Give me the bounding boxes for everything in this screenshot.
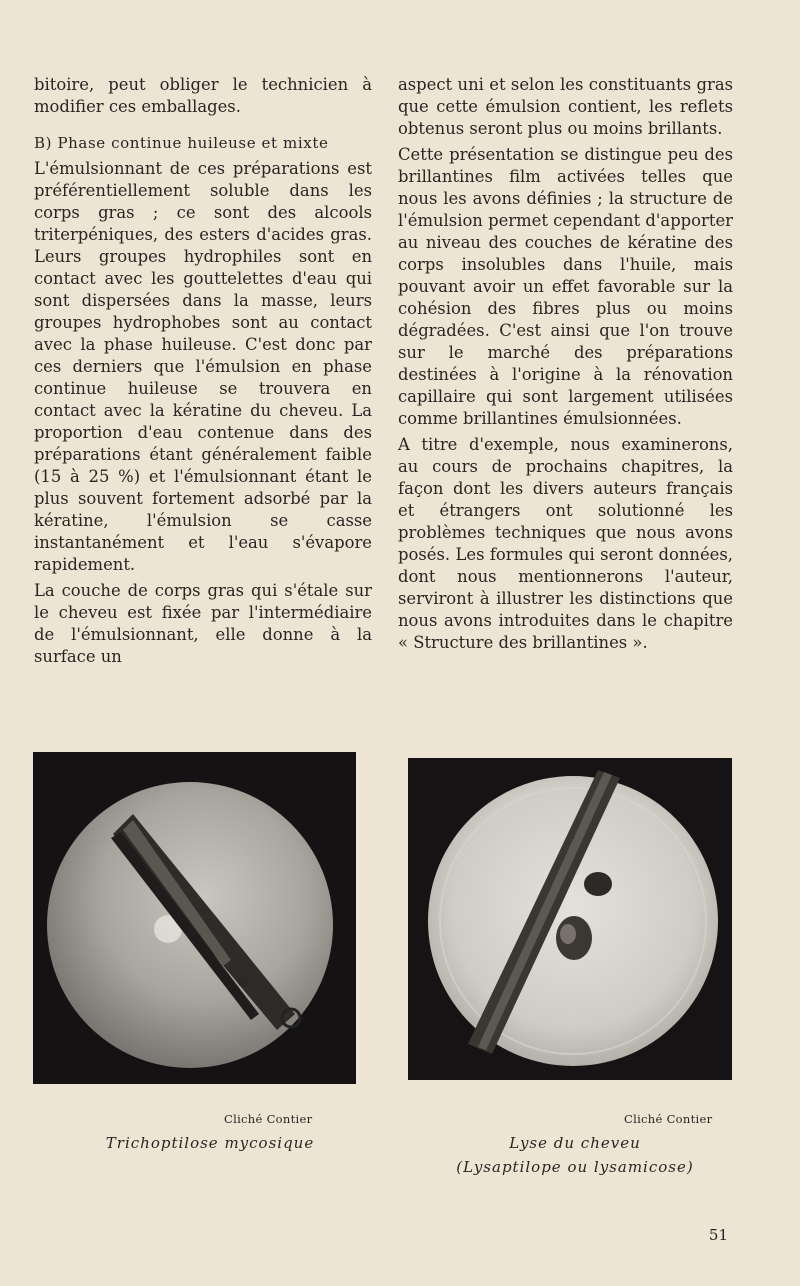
figure-caption-line1: Lyse du cheveu	[509, 1134, 641, 1152]
photo-credit: Cliché Contier	[624, 1112, 713, 1126]
paragraph: Cette présentation se distingue peu des brillantines film activées telles que nous les avons définies ; la structure de l'émulsion permet cependant d'apporter au niveau des couches de kératine des corps insolubles dans l'huile, mais pouvant avoir un effet favorable sur la cohésion des fibres plus ou moins dégradées. C'est ainsi que l'on trouve sur le marché des préparations destinées à l'origine à la rénovation capillaire qui sont largement utilisées comme brillantines émulsionnées.	[398, 145, 733, 428]
paragraph: aspect uni et selon les constituants gras que cette émulsion contient, les reflets obtenus seront plus ou moins brillants.	[398, 75, 733, 138]
section-heading: B) Phase continue huileuse et mixte	[34, 134, 329, 152]
photo-credit: Cliché Contier	[224, 1112, 313, 1126]
paragraph: La couche de corps gras qui s'étale sur le cheveu est fixée par l'intermédiaire de l'émulsionnant, elle donne à la surface un	[34, 581, 372, 666]
micrograph-trichoptilose	[33, 752, 356, 1084]
figure-caption-line2: (Lysaptilope ou lysamicose)	[456, 1158, 694, 1176]
micrograph-image	[408, 758, 732, 1080]
paragraph: L'émulsionnant de ces préparations est préférentiellement soluble dans les corps gras ; ce sont des alcools triterpéniques, des esters d'acides gras. Leurs groupes hydrophiles sont en contact avec les gouttelettes d'eau qui sont dispersées dans la masse, leurs groupes hydrophobes sont au contact avec la phase huileuse. C'est donc par ces derniers que l'émulsion en phase continue huileuse se trouvera en contact avec la kératine du cheveu. La proportion d'eau contenue dans des préparations étant généralement faible (15 à 25 %) et l'émulsionnant étant le plus souvent fortement adsorbé par la kératine, l'émulsion se casse instantanément et l'eau s'évapore rapidement.	[34, 159, 372, 574]
paragraph: bitoire, peut obliger le technicien à modifier ces emballages.	[34, 75, 372, 116]
figure-caption: Trichoptilose mycosique	[105, 1134, 315, 1152]
left-text-column	[34, 74, 372, 668]
micrograph-lyse-du-cheveu	[408, 758, 732, 1080]
micrograph-image	[33, 752, 356, 1084]
page-number: 51	[708, 1226, 728, 1244]
right-text-column	[398, 74, 733, 654]
paragraph: A titre d'exemple, nous examinerons, au cours de prochains chapitres, la façon dont les divers auteurs français et étrangers ont solutionné les problèmes techniques que nous avons posés. Les formules qui seront données, dont nous mentionnerons l'auteur, serviront à illustrer les distinctions que nous avons introduites dans le chapitre « Structure des brillantines ».	[398, 435, 733, 652]
